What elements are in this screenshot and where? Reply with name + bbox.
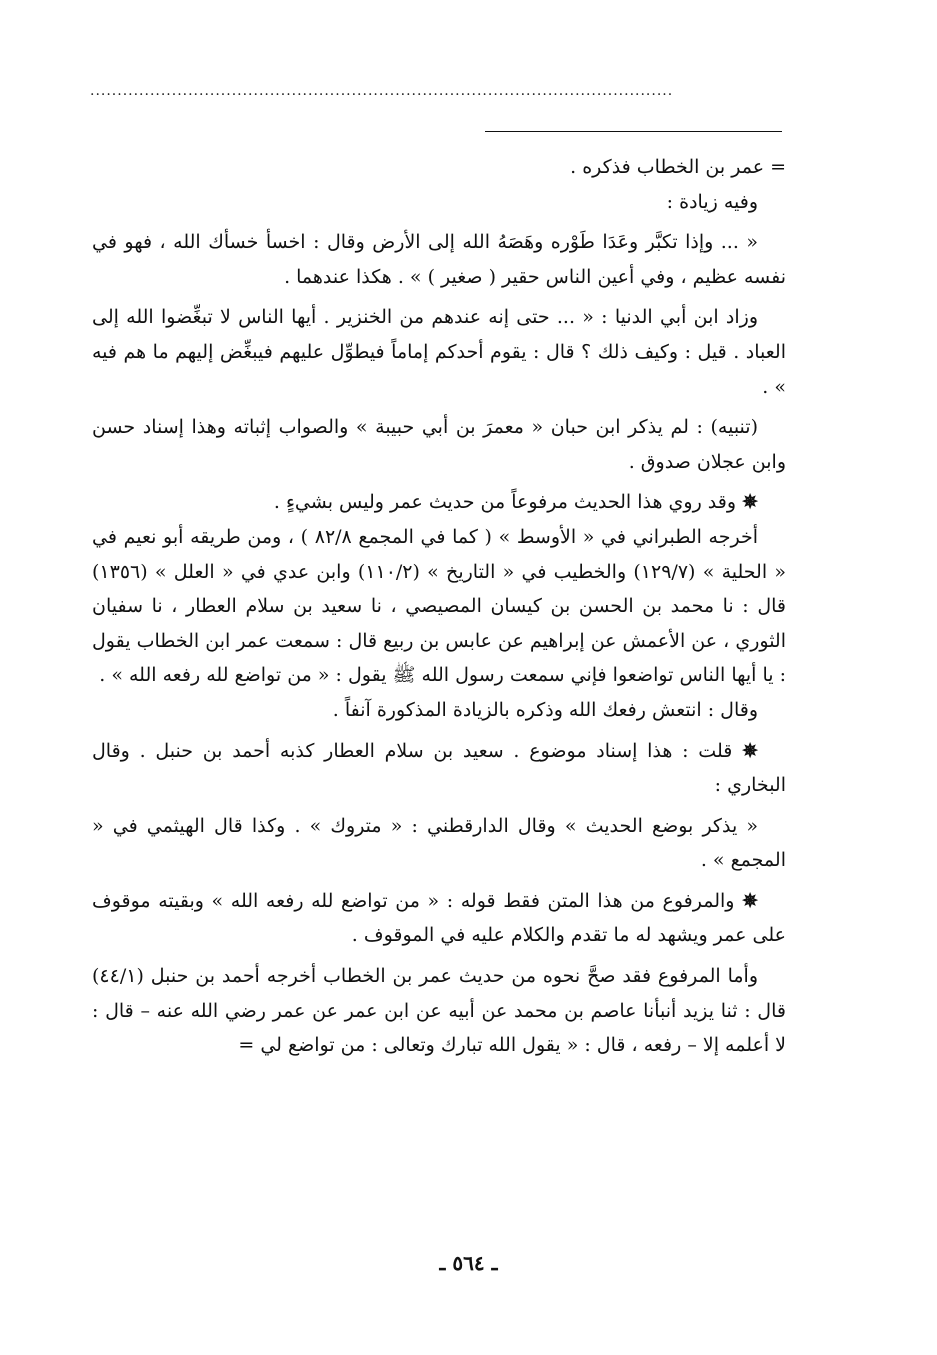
paragraph-starred (92, 485, 786, 520)
paragraph: وفيه زيادة : (666, 190, 758, 213)
star-icon: ✵ (742, 739, 758, 762)
paragraph: وأما المرفوع فقد صحَّ نحوه من حديث عمر بن الخطاب أخرجه أحمد بن حنبل (٤٤/١) قال : ثنا يزيد أنبأنا عاصم بن محمد عن أبيه عن ابن عمر عن عمر رضي الله عنه – قال : لا أعلمه إلا – رفعه ، قال : « يقول الله تبارك وتعالى : من تواضع لي = (92, 965, 786, 1057)
page-body (92, 150, 786, 1063)
paragraph: « يذكر بوضع الحديث » وقال الدارقطني : « متروك » . وكذا قال الهيثمي في « المجمع » . (92, 814, 786, 872)
paragraph: وقال : انتعش رفعك الله وذكره بالزيادة المذكورة آنفاً . (332, 698, 758, 721)
page-number: ـ ٥٦٤ ـ (439, 1251, 498, 1275)
paragraph: (تنبيه) : لم يذكر ابن حبان « معمرَ بن أبي حبيبة » والصواب إثباته وهذا إسناد حسن وابن عجلان صدوق . (92, 416, 786, 473)
paragraph-text: وقد روي هذا الحديث مرفوعاً من حديث عمر وليس بشيءٍ . (273, 491, 737, 514)
paragraph: وزاد ابن أبي الدنيا : « ... حتى إنه عندهم من الخنزير . أيها الناس لا تبغِّضوا الله إلى العباد . قيل : وكيف ذلك ؟ قال : يقوم أحدكم إماماً فيطوِّل عليهم فيبغِّض إليهم ما هم فيه » . (92, 306, 786, 398)
footnote-rule (485, 131, 782, 132)
paragraph-starred (92, 884, 786, 953)
header-dotted-divider: ........................................................................................................... (90, 84, 674, 98)
paragraph: أخرجه الطبراني في « الأوسط » ( كما في المجمع ٨٢/٨ ) ، ومن طريقه أبو نعيم في « الحلية » (١٢٩/٧) والخطيب في « التاريخ » (١١٠/٢) وابن عدي في « العلل » (١٣٥٦) قال : نا محمد بن الحسن بن كيسان المصيصي ، نا سعيد بن سلام العطار ، نا سفيان الثوري ، عن الأعمش عن إبراهيم عن عابس بن ربيع قال : سمعت عمر ابن الخطاب يقول : يا أيها الناس تواضعوا فإني سمعت رسول الله ﷺ يقول : « من تواضع لله رفعه الله » . (92, 525, 786, 687)
paragraph: « ... وإذا تكبَّر وعَدَا طَوْره وهَصَهُ الله إلى الأرض وقال : اخسأ خسأك الله ، فهو في نفسه عظيم ، وفي أعين الناس حقير ( صغير ) » . هكذا عندهما . (92, 231, 786, 288)
paragraph-text: قلت : هذا إسناد موضوع . سعيد بن سلام العطار كذبه أحمد بن حنبل . وقال البخاري : (92, 739, 786, 797)
star-icon: ✵ (742, 491, 758, 514)
paragraph-text: والمرفوع من هذا المتن فقط قوله : « من تواضع لله رفعه الله » وبقيته موقوف على عمر ويشهد له ما تقدم والكلام عليه في الموقوف . (92, 889, 786, 947)
paragraph: = عمر بن الخطاب فذكره . (570, 156, 786, 178)
star-icon: ✵ (742, 889, 758, 912)
paragraph-starred (92, 734, 786, 803)
